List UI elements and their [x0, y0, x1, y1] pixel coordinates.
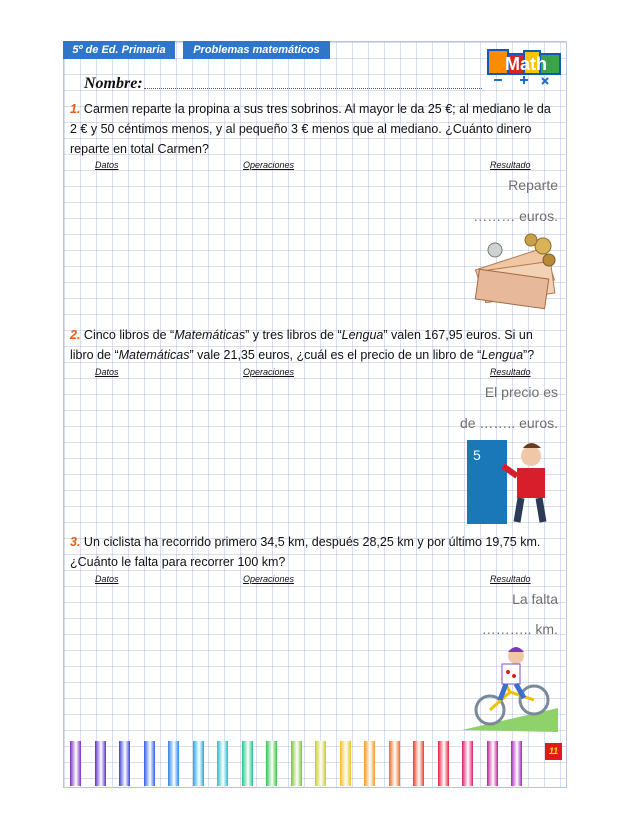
- rainbow-bar: [413, 741, 424, 786]
- nombre-label: Nombre:: [84, 75, 143, 92]
- rainbow-bar: [462, 741, 473, 786]
- svg-text:5: 5: [473, 447, 481, 463]
- logo-text: Math: [505, 54, 547, 74]
- rainbow-bar: [266, 741, 277, 786]
- problem-3: 3. Un ciclista ha recorrido primero 34,5 km, después 28,25 km y por último 19,75 km. ¿Cuánto le falta para recorrer 100 km?: [70, 535, 541, 569]
- resultado-header: Resultado: [490, 160, 531, 170]
- operaciones-header: Operaciones: [243, 574, 295, 584]
- problem-text: Carmen reparte la propina a sus tres sobrinos. Al mayor le da 25 €; al mediano le da: [80, 102, 551, 116]
- rainbow-bar: [119, 741, 130, 786]
- rainbow-bar: [168, 741, 179, 786]
- rainbow-bar: [70, 741, 81, 786]
- problem-2: 2. Cinco libros de “Matemáticas” y tres libros de “Lengua” valen 167,95 euros. Si un libro de “Matemáticas” vale 21,35 euros, ¿cuál es el precio de un libro de “Lengua”?: [70, 328, 535, 362]
- problem-number: 2.: [70, 328, 81, 342]
- result-line-2: ……….. km.: [481, 621, 558, 637]
- rainbow-bar: [95, 741, 106, 786]
- resultado-header: Resultado: [490, 367, 531, 377]
- result-line-2: ……… euros.: [473, 208, 558, 224]
- rainbow-bar: [340, 741, 351, 786]
- grade-tab: 5º de Ed. Primaria: [63, 41, 175, 59]
- money-icon: [473, 228, 558, 312]
- subject-tab: Problemas matemáticos: [183, 41, 330, 59]
- rainbow-bar: [242, 741, 253, 786]
- rainbow-bar: [511, 741, 522, 786]
- result-line-1: Reparte: [508, 177, 558, 193]
- rainbow-bar: [144, 741, 155, 786]
- nombre-line[interactable]: [144, 88, 482, 89]
- rainbow-bar: [217, 741, 228, 786]
- problem-1: [70, 99, 564, 159]
- operaciones-header: Operaciones: [243, 367, 295, 377]
- rainbow-bar: [438, 741, 449, 786]
- cyclist-icon: [462, 642, 558, 732]
- datos-header: Datos: [95, 574, 119, 584]
- problem-text: 2 € y 50 céntimos menos, y al pequeño 3 € menos que al mediano. ¿Cuánto dinero: [70, 122, 532, 136]
- problem-text: reparte en total Carmen?: [70, 142, 209, 156]
- result-line-2: de …….. euros.: [459, 415, 558, 431]
- operaciones-header: Operaciones: [243, 160, 295, 170]
- datos-header: Datos: [95, 160, 119, 170]
- rainbow-bar: [193, 741, 204, 786]
- datos-header: Datos: [95, 367, 119, 377]
- problem-number: 3.: [70, 535, 81, 549]
- resultado-header: Resultado: [490, 574, 531, 584]
- rainbow-bar: [389, 741, 400, 786]
- page-number: 11: [545, 743, 562, 760]
- rainbow-bar: [291, 741, 302, 786]
- result-line-1: La falta: [512, 591, 558, 607]
- problem-number: 1.: [70, 102, 81, 116]
- rainbow-bar: [364, 741, 375, 786]
- math-logo-icon: [486, 48, 566, 88]
- rainbow-bar: [315, 741, 326, 786]
- rainbow-bar: [487, 741, 498, 786]
- result-line-1: El precio es: [484, 384, 558, 400]
- book-person-icon: [465, 436, 552, 524]
